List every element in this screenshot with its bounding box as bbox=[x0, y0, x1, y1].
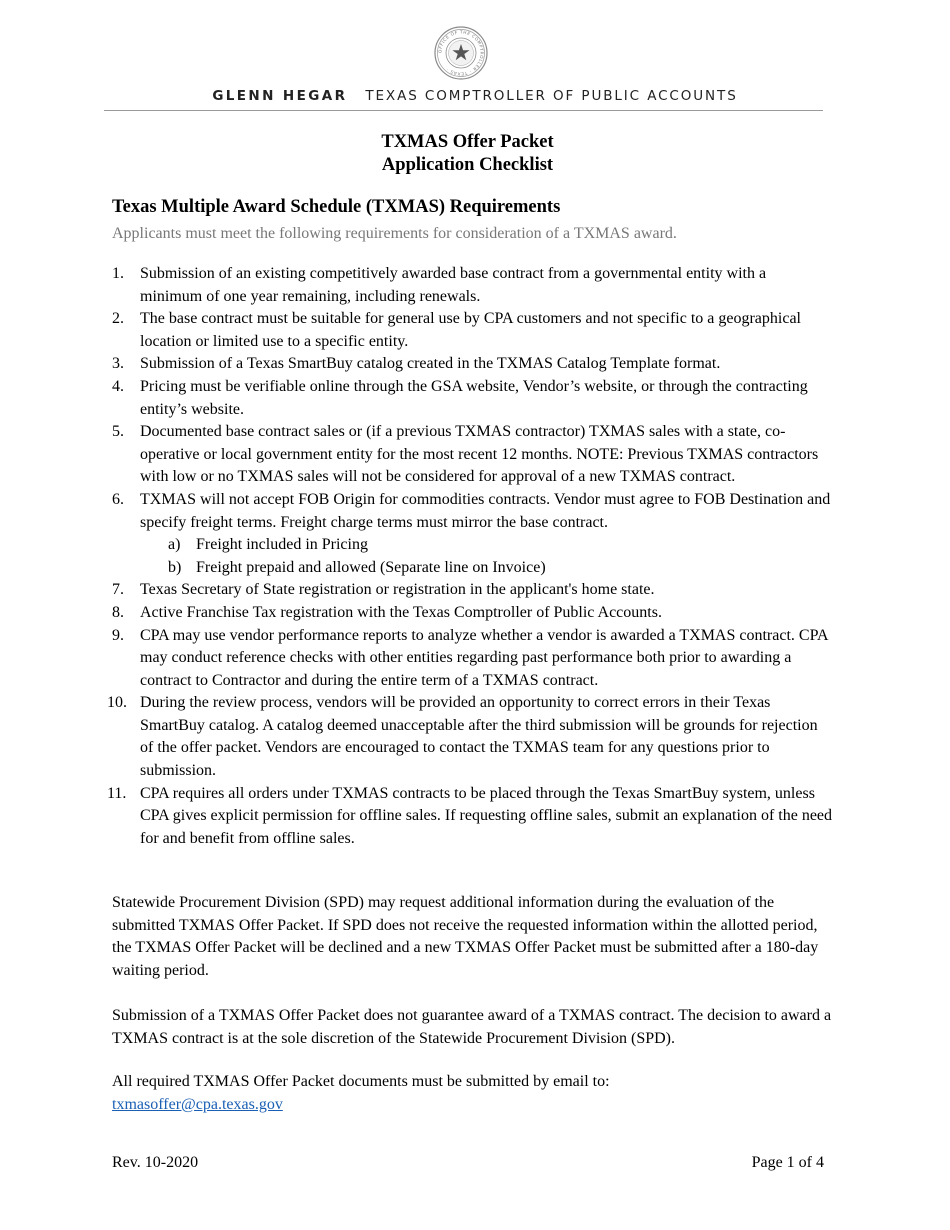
document-title: TXMAS Offer Packet bbox=[381, 132, 554, 152]
submission-paragraph bbox=[112, 1071, 832, 1116]
list-item: 5. Documented base contract sales or (if a previous TXMAS contractor) TXMAS sales with a state, co-operative or local government entity for the most recent 12 months. NOTE: Previous TXMAS contractors with low or no TXMAS sales will not be considered for approval of a new TXMAS contract. bbox=[112, 423, 819, 486]
sub-list-item: b) Freight prepaid and allowed (Separate line on Invoice) bbox=[168, 558, 546, 576]
list-item: 9. CPA may use vendor performance reports to analyze whether a vendor is awarded a TXMAS contract. CPA may conduct reference checks with other entities regarding past performance both prior to awarding a contract to Contractor and during the entire term of a TXMAS contract. bbox=[112, 626, 828, 689]
revision-label: Rev. 10-2020 bbox=[112, 1154, 199, 1171]
official-name: GLENN HEGAR bbox=[212, 88, 348, 104]
sub-list-item: a) Freight included in Pricing bbox=[168, 536, 368, 554]
page-number: Page 1 of 4 bbox=[751, 1154, 824, 1171]
email-link[interactable]: txmasoffer@cpa.texas.gov bbox=[112, 1095, 283, 1113]
submission-text: All required TXMAS Offer Packet documents must be submitted by email to: bbox=[112, 1073, 610, 1090]
list-item: 7. Texas Secretary of State registration or registration in the applicant's home state. bbox=[112, 581, 655, 599]
svg-text:OFFICE OF THE COMPTROLLER · TE: OFFICE OF THE COMPTROLLER · TEXAS · bbox=[437, 29, 485, 77]
list-item: 11. CPA requires all orders under TXMAS contracts to be placed through the Texas SmartBuy system, unless CPA gives explicit permission for offline sales. If requesting offline sales, submit an explanation of the need for and benefit from offline sales. bbox=[107, 784, 833, 847]
requirements-list bbox=[107, 263, 833, 850]
agency-name: TEXAS COMPTROLLER OF PUBLIC ACCOUNTS bbox=[365, 88, 738, 104]
freight-terms-sublist bbox=[140, 534, 832, 579]
list-item: 6. TXMAS will not accept FOB Origin for commodities contracts. Vendor must agree to FOB Destination and specify freight terms. Freight charge terms must mirror the base contract. a) Freight included in Pricing b) Freight prepaid and allowed (Separate line on Invoice) bbox=[112, 489, 832, 579]
section-heading: Texas Multiple Award Schedule (TXMAS) Requirements bbox=[112, 197, 561, 217]
award-disclaimer-paragraph: Submission of a TXMAS Offer Packet does not guarantee award of a TXMAS contract. The decision to award a TXMAS contract is at the sole discretion of the Statewide Procurement Division (SPD). bbox=[112, 1007, 832, 1047]
document-subtitle: Application Checklist bbox=[381, 155, 554, 175]
list-item: 2. The base contract must be suitable for general use by CPA customers and not specific to a geographical location or limited use to a specific entity. bbox=[112, 310, 801, 350]
agency-header bbox=[0, 88, 950, 104]
list-item: 10. During the review process, vendors will be provided an opportunity to correct errors in their Texas SmartBuy catalog. A catalog deemed unacceptable after the third submission will be grounds for rejection of the offer packet. Vendors are encouraged to contact the TXMAS team for any questions prior to submission. bbox=[107, 694, 818, 780]
header-divider bbox=[104, 110, 823, 111]
list-item: 4. Pricing must be verifiable online through the GSA website, Vendor’s website, or through the contracting entity’s website. bbox=[112, 377, 808, 418]
section-intro: Applicants must meet the following requirements for consideration of a TXMAS award. bbox=[112, 225, 677, 242]
comptroller-seal-logo bbox=[434, 26, 488, 80]
evaluation-paragraph: Statewide Procurement Division (SPD) may request additional information during the evaluation of the submitted TXMAS Offer Packet. If SPD does not receive the requested information within the allotted period, the TXMAS Offer Packet will be declined and a new TXMAS Offer Packet must be submitted after a 180-day waiting period. bbox=[112, 894, 819, 979]
list-item: 8. Active Franchise Tax registration with the Texas Comptroller of Public Accounts. bbox=[112, 603, 662, 621]
list-item: 3. Submission of a Texas SmartBuy catalog created in the TXMAS Catalog Template format. bbox=[112, 355, 721, 373]
list-item: 1. Submission of an existing competitively awarded base contract from a governmental entity with a minimum of one year remaining, including renewals. bbox=[112, 265, 767, 305]
